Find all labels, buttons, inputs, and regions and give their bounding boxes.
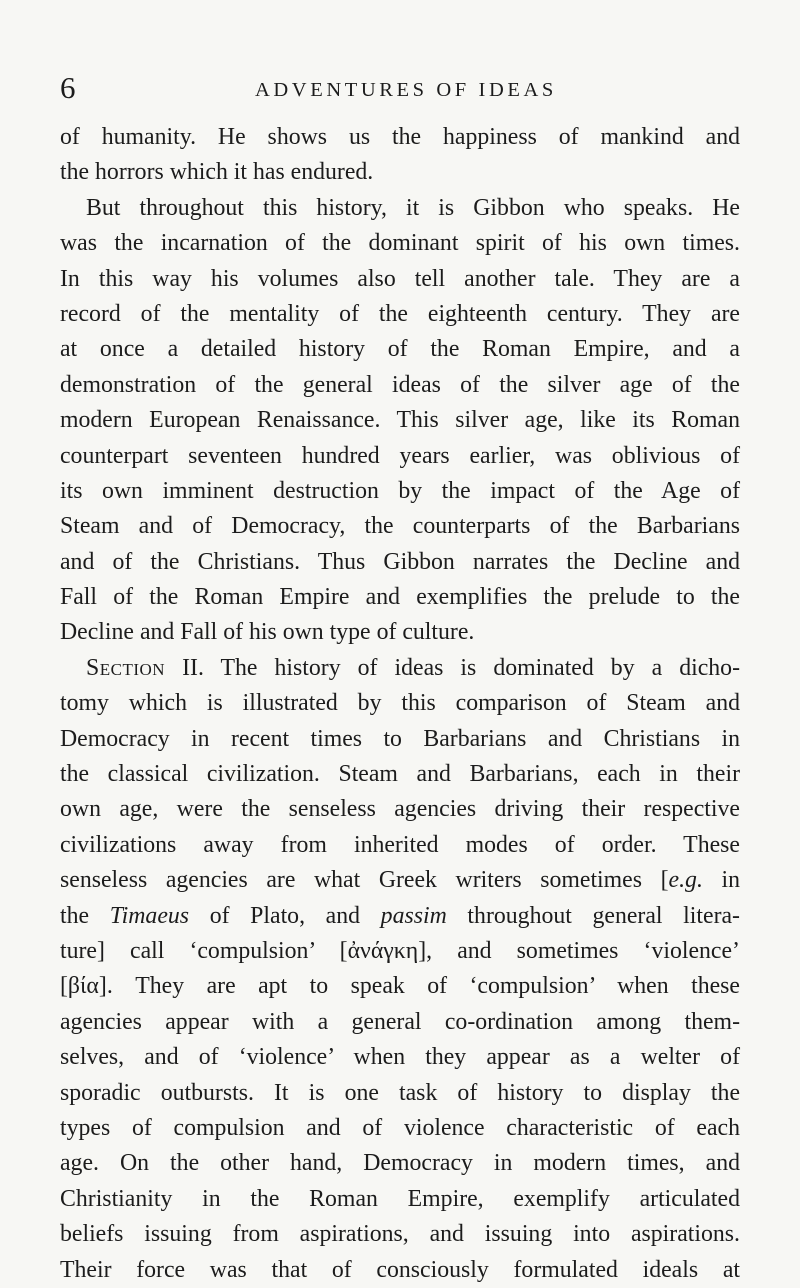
text-line: agencies appear with a general co-ordination among them- — [60, 1008, 740, 1035]
italic-span: e.g. — [668, 867, 703, 894]
text-line: Decline and Fall of his own type of culture. — [60, 619, 475, 646]
text-line: Democracy in recent times to Barbarians and Christians in — [60, 725, 740, 752]
text-line: Christianity in the Roman Empire, exemplify articulated — [60, 1185, 740, 1212]
text-line: sporadic outbursts. It is one task of history to display the — [60, 1079, 740, 1106]
section-label: Section — [86, 654, 166, 681]
text-line: beliefs issuing from aspirations, and issuing into aspirations. — [60, 1221, 740, 1248]
text-line: modern European Renaissance. This silver age, like its Roman — [60, 407, 740, 434]
text-line: the classical civilization. Steam and Barbarians, each in their — [60, 761, 740, 788]
text-line: Fall of the Roman Empire and exemplifies the prelude to the — [60, 584, 740, 611]
text-line: the horrors which it has endured. — [60, 159, 374, 186]
text-line: civilizations away from inherited modes of order. These — [60, 831, 740, 858]
text-line: Steam and of Democracy, the counterparts of the Barbarians — [60, 513, 740, 540]
text-line: types of compulsion and of violence characteristic of each — [60, 1114, 740, 1141]
text-span: the — [60, 902, 110, 929]
text-line: at once a detailed history of the Roman Empire, and a — [60, 336, 740, 363]
page-header — [60, 68, 740, 108]
text-line: In this way his volumes also tell another tale. They are a — [60, 265, 740, 292]
text-line: ture] call ‘compulsion’ [ἀνάγκη], and sometimes ‘violence’ — [60, 937, 740, 964]
text-line: record of the mentality of the eighteenth century. They are — [60, 300, 740, 327]
section-heading-line — [60, 651, 740, 686]
text-line: selves, and of ‘violence’ when they appear as a welter of — [60, 1044, 740, 1071]
text-line: tomy which is illustrated by this comparison of Steam and — [60, 690, 740, 717]
text-span: in — [702, 867, 740, 894]
page-number: 6 — [60, 70, 76, 105]
text-line: own age, were the senseless agencies driving their respective — [60, 796, 740, 823]
text-line: [βία]. They are apt to speak of ‘compulsion’ when these — [60, 973, 740, 1000]
body-text — [60, 120, 740, 1288]
text-line: and of the Christians. Thus Gibbon narrates the Decline and — [60, 548, 740, 575]
italic-span: passim — [380, 902, 447, 929]
running-title: ADVENTURES OF IDEAS — [255, 79, 557, 101]
text-span: II. The history of ideas is dominated by a dicho- — [165, 654, 740, 681]
text-span: senseless agencies are what Greek writers sometimes [ — [60, 867, 669, 894]
text-line: of humanity. He shows us the happiness of mankind and — [60, 124, 740, 150]
text-span: of Plato, and — [189, 902, 381, 929]
text-span: throughout general litera- — [446, 902, 740, 929]
text-line: demonstration of the general ideas of the silver age of the — [60, 371, 740, 398]
text-line: But throughout this history, it is Gibbon who speaks. He — [86, 194, 740, 221]
text-line: counterpart seventeen hundred years earlier, was oblivious of — [60, 442, 740, 469]
text-line-mixed — [60, 899, 740, 934]
text-line: was the incarnation of the dominant spirit of his own times. — [60, 230, 740, 257]
text-line: its own imminent destruction by the impact of the Age of — [60, 477, 740, 504]
italic-title-timaeus: Timaeus — [109, 902, 190, 929]
text-line: age. On the other hand, Democracy in modern times, and — [60, 1150, 740, 1177]
text-line: Their force was that of consciously formulated ideals at — [60, 1256, 740, 1283]
text-line-mixed — [60, 863, 740, 898]
